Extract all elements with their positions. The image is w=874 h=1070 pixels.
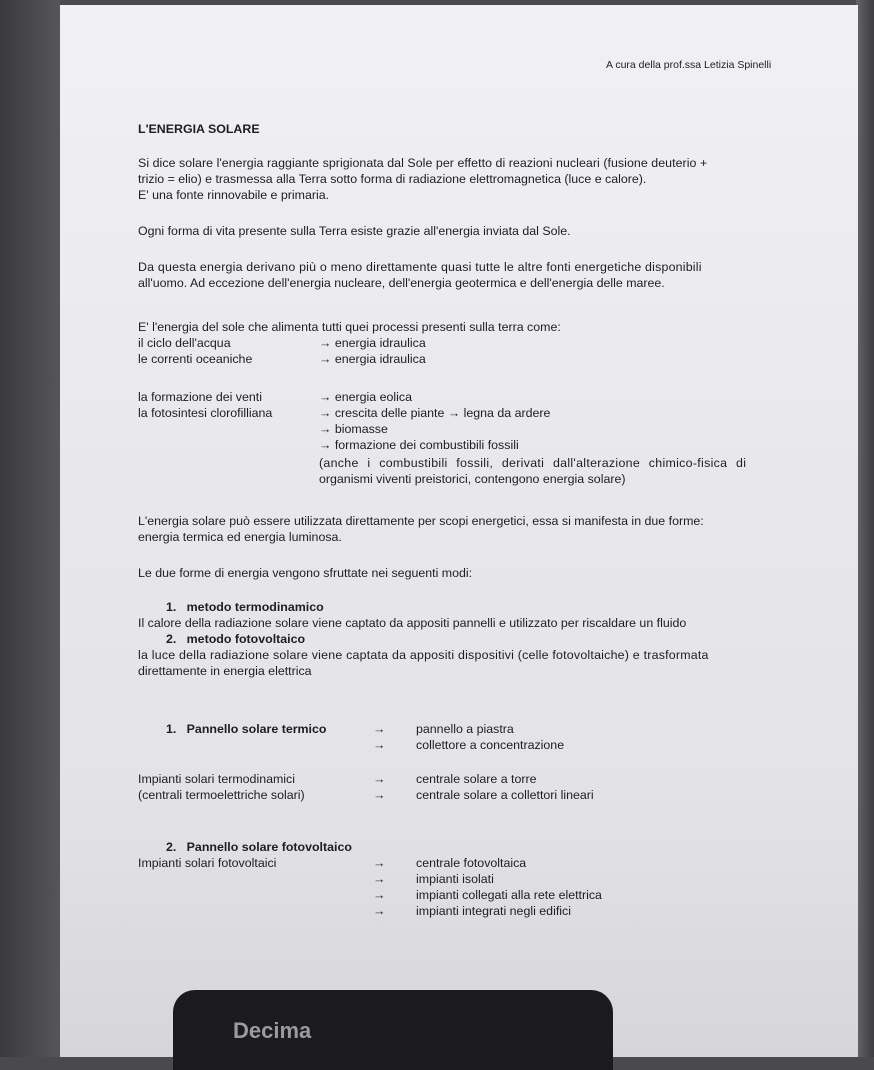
methods-intro: Le due forme di energia vengono sfruttate nei seguenti modi: — [138, 566, 473, 580]
process-right: → energia eolica — [319, 390, 412, 404]
method1-text: Il calore della radiazione solare viene captato da appositi pannelli e utilizzato per riscaldare un fluido — [138, 616, 687, 630]
method2-heading: 2. metodo fotovoltaico — [166, 632, 306, 646]
process-right: → crescita delle piante → legna da ardere — [319, 406, 551, 420]
photosynthesis-extra: → biomasse — [319, 422, 388, 436]
process-right: → energia idraulica — [319, 352, 426, 366]
thermal-type: pannello a piastra — [416, 722, 514, 736]
arrow: → — [373, 738, 386, 752]
arrow: → — [373, 856, 386, 870]
usage-line-2: energia termica ed energia luminosa. — [138, 530, 342, 544]
thermal-plants-label: Impianti solari termodinamici — [138, 772, 296, 786]
document-page — [60, 5, 858, 1057]
process-right: → energia idraulica — [319, 336, 426, 350]
derived-line-2: all'uomo. Ad eccezione dell'energia nucleare, dell'energia geotermica e dell'energia delle maree. — [138, 276, 665, 290]
background-left — [0, 0, 60, 1057]
derived-line-1: Da questa energia derivano più o meno direttamente quasi tutte le altre fonti energetiche disponibili — [138, 260, 702, 274]
arrow: → — [373, 788, 386, 802]
bottom-overlay-text: Decima — [233, 1018, 312, 1043]
arrow: → — [373, 772, 386, 786]
life-paragraph: Ogni forma di vita presente sulla Terra esiste grazie all'energia inviata dal Sole. — [138, 224, 571, 238]
bottom-overlay-bar[interactable] — [173, 990, 613, 1070]
fossil-note-line-1: (anche i combustibili fossili, derivati dall'alterazione chimico-fisica di — [319, 456, 747, 470]
process-left: le correnti oceaniche — [138, 352, 253, 366]
fossil-note-line-2: organismi viventi preistorici, contengono energia solare) — [319, 472, 626, 486]
arrow: → — [373, 722, 386, 736]
arrow: → — [373, 904, 386, 918]
author-credit: A cura della prof.ssa Letizia Spinelli — [606, 59, 772, 71]
pv-plants-label: Impianti solari fotovoltaici — [138, 856, 277, 870]
process-left: la fotosintesi clorofilliana — [138, 406, 273, 420]
pv-plant: impianti isolati — [416, 872, 494, 886]
arrow: → — [373, 888, 386, 902]
thermal-plants-sub: (centrali termoelettriche solari) — [138, 788, 305, 802]
method1-heading: 1. metodo termodinamico — [166, 600, 324, 614]
photosynthesis-extra: → formazione dei combustibili fossili — [319, 438, 519, 452]
intro-line-1: Si dice solare l'energia raggiante sprigionata dal Sole per effetto di reazioni nucleari (fusione deuterio + — [138, 156, 708, 170]
process-left: la formazione dei venti — [138, 390, 262, 404]
thermal-type: collettore a concentrazione — [416, 738, 565, 752]
thermal-plant: centrale solare a collettori lineari — [416, 788, 594, 802]
thermal-heading: 1. Pannello solare termico — [166, 722, 327, 736]
pv-plant: impianti collegati alla rete elettrica — [416, 888, 602, 902]
method2-line-2: direttamente in energia elettrica — [138, 664, 312, 678]
method2-line-1: la luce della radiazione solare viene captata da appositi dispositivi (celle fotovoltaiche) e trasformata — [138, 648, 709, 662]
pv-heading: 2. Pannello solare fotovoltaico — [166, 840, 352, 854]
intro-line-3: E' una fonte rinnovabile e primaria. — [138, 188, 330, 202]
arrow: → — [373, 872, 386, 886]
page-title: L'ENERGIA SOLARE — [138, 122, 260, 136]
thermal-plant: centrale solare a torre — [416, 772, 537, 786]
intro-line-2: trizio = elio) e trasmessa alla Terra sotto forma di radiazione elettromagnetica (luce e calore). — [138, 172, 647, 186]
background-right — [856, 0, 874, 1057]
pv-plant: centrale fotovoltaica — [416, 856, 527, 870]
pv-plant: impianti integrati negli edifici — [416, 904, 571, 918]
processes-intro: E' l'energia del sole che alimenta tutti quei processi presenti sulla terra come: — [138, 320, 561, 334]
process-left: il ciclo dell'acqua — [138, 336, 231, 350]
usage-line-1: L'energia solare può essere utilizzata direttamente per scopi energetici, essa si manifesta in due forme: — [138, 514, 704, 528]
